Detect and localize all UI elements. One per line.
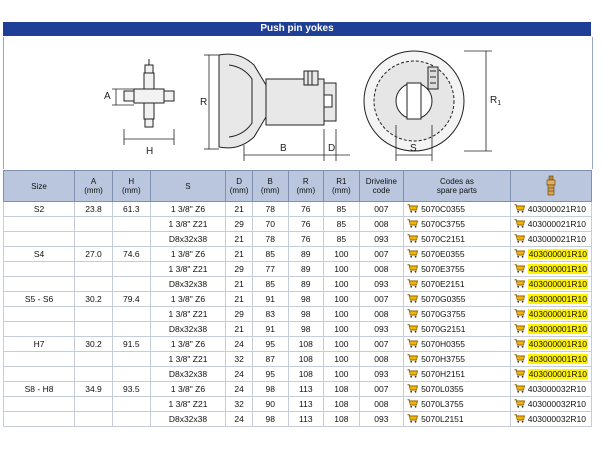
grease-part-code[interactable]: 403000001R10 <box>528 354 587 364</box>
grease-part-code[interactable]: 403000001R10 <box>528 279 587 289</box>
cell-size <box>4 322 75 337</box>
cell-b: 98 <box>252 382 288 397</box>
cell-drive: 007 <box>359 337 403 352</box>
cell-h <box>112 412 150 427</box>
shopping-cart-icon[interactable] <box>407 204 418 213</box>
cell-r: 89 <box>288 277 324 292</box>
shopping-cart-icon[interactable] <box>407 279 418 288</box>
cell-code[interactable] <box>404 292 511 307</box>
cell-size <box>4 412 75 427</box>
col-header-d: D (mm) <box>226 171 253 202</box>
spare-part-code[interactable]: 5070H0355 <box>421 339 466 349</box>
cell-s: 1 3/8" Z21 <box>150 262 226 277</box>
dim-label-r1: $R_1$ <box>490 95 502 107</box>
cell-grease[interactable] <box>510 397 591 412</box>
cell-h: 61.3 <box>112 202 150 217</box>
grease-part-code[interactable]: 403000001R10 <box>528 324 587 334</box>
cell-b: 98 <box>252 412 288 427</box>
cell-d: 29 <box>226 217 253 232</box>
cell-size <box>4 262 75 277</box>
table-row <box>4 322 592 337</box>
col-header-s: S <box>150 171 226 202</box>
shopping-cart-icon[interactable] <box>514 204 525 213</box>
cell-h: 91.5 <box>112 337 150 352</box>
cell-h: 93.5 <box>112 382 150 397</box>
shopping-cart-icon[interactable] <box>514 234 525 243</box>
table-row <box>4 292 592 307</box>
table-row <box>4 247 592 262</box>
cell-drive: 007 <box>359 292 403 307</box>
cell-h: 74.6 <box>112 247 150 262</box>
col-header-r: R (mm) <box>288 171 324 202</box>
cell-a: 27.0 <box>75 247 113 262</box>
cell-h <box>112 367 150 382</box>
cell-grease[interactable] <box>510 352 591 367</box>
shopping-cart-icon[interactable] <box>514 354 525 363</box>
cell-r1: 108 <box>324 382 360 397</box>
cell-a <box>75 397 113 412</box>
cell-code[interactable] <box>404 352 511 367</box>
cell-d: 29 <box>226 307 253 322</box>
table-row <box>4 352 592 367</box>
cell-a <box>75 412 113 427</box>
cell-r1: 100 <box>324 322 360 337</box>
cell-grease[interactable] <box>510 412 591 427</box>
dim-label-a: A <box>104 91 111 102</box>
cell-b: 77 <box>252 262 288 277</box>
cell-r1: 85 <box>324 202 360 217</box>
cell-drive: 093 <box>359 367 403 382</box>
cell-code[interactable] <box>404 277 511 292</box>
cell-grease[interactable] <box>510 382 591 397</box>
cell-a: 30.2 <box>75 337 113 352</box>
spare-part-code[interactable]: 5070E0355 <box>421 249 465 259</box>
cell-s: D8x32x38 <box>150 232 226 247</box>
cell-d: 21 <box>226 322 253 337</box>
spare-part-code[interactable]: 5070E3755 <box>421 264 465 274</box>
cell-drive: 093 <box>359 277 403 292</box>
cell-b: 91 <box>252 292 288 307</box>
spare-part-code[interactable]: 5070L2151 <box>421 414 464 424</box>
drawing-svg <box>4 37 592 169</box>
cell-r1: 100 <box>324 277 360 292</box>
cell-d: 21 <box>226 232 253 247</box>
shopping-cart-icon[interactable] <box>407 264 418 273</box>
cell-d: 21 <box>226 247 253 262</box>
cell-b: 70 <box>252 217 288 232</box>
grease-nipple-icon <box>545 175 557 197</box>
dim-label-s: S <box>410 143 417 154</box>
cell-code[interactable] <box>404 247 511 262</box>
cell-size <box>4 397 75 412</box>
table-row <box>4 232 592 247</box>
cell-d: 24 <box>226 367 253 382</box>
cell-h <box>112 262 150 277</box>
cell-code[interactable] <box>404 412 511 427</box>
cell-a <box>75 367 113 382</box>
cell-h <box>112 307 150 322</box>
cell-a <box>75 322 113 337</box>
shopping-cart-icon[interactable] <box>407 249 418 258</box>
cell-size <box>4 232 75 247</box>
col-header-b: B (mm) <box>252 171 288 202</box>
cell-a <box>75 232 113 247</box>
yoke-front-drawing <box>364 51 464 151</box>
spare-part-code[interactable]: 5070L3755 <box>421 399 464 409</box>
col-header-driveline: Driveline code <box>359 171 403 202</box>
grease-part-code[interactable]: 403000032R10 <box>527 414 586 424</box>
cell-d: 21 <box>226 202 253 217</box>
shopping-cart-icon[interactable] <box>407 339 418 348</box>
cell-size: S5 - S6 <box>4 292 75 307</box>
table-row <box>4 382 592 397</box>
cell-grease[interactable] <box>510 367 591 382</box>
cell-b: 95 <box>252 337 288 352</box>
cell-r1: 85 <box>324 217 360 232</box>
cell-r: 98 <box>288 307 324 322</box>
grease-part-code[interactable]: 403000001R10 <box>528 309 587 319</box>
cell-grease[interactable] <box>510 202 591 217</box>
cell-drive: 007 <box>359 202 403 217</box>
cell-a <box>75 307 113 322</box>
dim-label-r: R <box>200 97 208 108</box>
cell-s: 1 3/8" Z6 <box>150 292 226 307</box>
cell-r: 113 <box>288 382 324 397</box>
cell-d: 32 <box>226 352 253 367</box>
cell-r: 113 <box>288 397 324 412</box>
cell-drive: 008 <box>359 262 403 277</box>
grease-part-code[interactable]: 403000001R10 <box>528 369 587 379</box>
cell-code[interactable] <box>404 367 511 382</box>
cell-size <box>4 307 75 322</box>
table-body <box>4 202 592 427</box>
cell-r1: 100 <box>324 262 360 277</box>
cell-grease[interactable] <box>510 217 591 232</box>
cell-drive: 093 <box>359 322 403 337</box>
cell-r: 108 <box>288 367 324 382</box>
cell-code[interactable] <box>404 232 511 247</box>
cell-size: S2 <box>4 202 75 217</box>
col-header-h: H (mm) <box>112 171 150 202</box>
cell-code[interactable] <box>404 337 511 352</box>
shopping-cart-icon[interactable] <box>514 369 525 378</box>
shopping-cart-icon[interactable] <box>514 294 525 303</box>
table-row <box>4 262 592 277</box>
shopping-cart-icon[interactable] <box>514 399 525 408</box>
cell-d: 24 <box>226 382 253 397</box>
spare-part-code[interactable]: 5070E2151 <box>421 279 465 289</box>
cell-s: 1 3/8" Z21 <box>150 217 226 232</box>
table-header-row <box>4 171 592 202</box>
table-row <box>4 217 592 232</box>
cell-grease[interactable] <box>510 277 591 292</box>
spare-part-code[interactable]: 5070C2151 <box>421 234 466 244</box>
grease-part-code[interactable]: 403000021R10 <box>527 234 586 244</box>
cell-r1: 100 <box>324 352 360 367</box>
shopping-cart-icon[interactable] <box>514 279 525 288</box>
spare-part-code[interactable]: 5070H2151 <box>421 369 466 379</box>
grease-part-code[interactable]: 403000021R10 <box>527 204 586 214</box>
cell-r: 76 <box>288 232 324 247</box>
cell-code[interactable] <box>404 382 511 397</box>
cell-b: 85 <box>252 247 288 262</box>
cell-r1: 100 <box>324 292 360 307</box>
cell-h <box>112 277 150 292</box>
table-row <box>4 202 592 217</box>
cell-a: 34.9 <box>75 382 113 397</box>
cell-h <box>112 322 150 337</box>
cell-size <box>4 352 75 367</box>
cell-h: 79.4 <box>112 292 150 307</box>
cell-drive: 008 <box>359 307 403 322</box>
yoke-side-drawing <box>219 54 336 148</box>
cell-r: 76 <box>288 217 324 232</box>
cell-r: 108 <box>288 337 324 352</box>
cell-drive: 007 <box>359 382 403 397</box>
cell-a <box>75 277 113 292</box>
shopping-cart-icon[interactable] <box>514 414 525 423</box>
cell-h <box>112 217 150 232</box>
col-header-r1: R1 (mm) <box>324 171 360 202</box>
cell-r: 98 <box>288 292 324 307</box>
cell-drive: 008 <box>359 352 403 367</box>
cell-r1: 85 <box>324 232 360 247</box>
dim-label-b: B <box>280 143 287 154</box>
cell-grease[interactable] <box>510 262 591 277</box>
grease-part-code[interactable]: 403000001R10 <box>528 294 587 304</box>
cell-size: S4 <box>4 247 75 262</box>
spare-part-code[interactable]: 5070G2151 <box>421 324 466 334</box>
cell-d: 21 <box>226 292 253 307</box>
spare-part-code[interactable]: 5070C0355 <box>421 204 466 214</box>
shopping-cart-icon[interactable] <box>514 339 525 348</box>
shopping-cart-icon[interactable] <box>407 384 418 393</box>
cell-s: 1 3/8" Z6 <box>150 337 226 352</box>
cell-d: 24 <box>226 412 253 427</box>
cell-s: 1 3/8" Z21 <box>150 352 226 367</box>
shopping-cart-icon[interactable] <box>407 234 418 243</box>
cell-size <box>4 277 75 292</box>
cell-grease[interactable] <box>510 337 591 352</box>
cell-code[interactable] <box>404 397 511 412</box>
cell-d: 21 <box>226 277 253 292</box>
cell-h <box>112 232 150 247</box>
page-title: Push pin yokes <box>3 22 591 36</box>
cell-s: 1 3/8" Z6 <box>150 382 226 397</box>
shopping-cart-icon[interactable] <box>407 294 418 303</box>
cell-r: 76 <box>288 202 324 217</box>
cell-b: 85 <box>252 277 288 292</box>
cell-r1: 100 <box>324 247 360 262</box>
cell-code[interactable] <box>404 262 511 277</box>
cell-s: D8x32x38 <box>150 322 226 337</box>
cell-b: 83 <box>252 307 288 322</box>
col-header-spare-codes: Codes as spare parts <box>404 171 511 202</box>
cell-s: D8x32x38 <box>150 412 226 427</box>
table-row <box>4 277 592 292</box>
specifications-table <box>3 170 592 427</box>
cell-r: 113 <box>288 412 324 427</box>
cell-drive: 008 <box>359 217 403 232</box>
shopping-cart-icon[interactable] <box>407 309 418 318</box>
spare-part-code[interactable]: 5070H3755 <box>421 354 466 364</box>
shopping-cart-icon[interactable] <box>514 384 525 393</box>
table-row <box>4 307 592 322</box>
table-row <box>4 412 592 427</box>
cell-r: 98 <box>288 322 324 337</box>
shopping-cart-icon[interactable] <box>407 399 418 408</box>
cell-b: 87 <box>252 352 288 367</box>
cell-s: D8x32x38 <box>150 277 226 292</box>
cell-r1: 100 <box>324 307 360 322</box>
cell-d: 24 <box>226 337 253 352</box>
table-row <box>4 337 592 352</box>
spare-part-code[interactable]: 5070C3755 <box>421 219 466 229</box>
shopping-cart-icon[interactable] <box>514 219 525 228</box>
shopping-cart-icon[interactable] <box>514 264 525 273</box>
cell-h <box>112 352 150 367</box>
cell-drive: 093 <box>359 232 403 247</box>
cell-a: 23.8 <box>75 202 113 217</box>
shopping-cart-icon[interactable] <box>407 414 418 423</box>
cell-r1: 100 <box>324 367 360 382</box>
dim-label-d: D <box>328 143 336 154</box>
cell-b: 95 <box>252 367 288 382</box>
table-row <box>4 367 592 382</box>
cell-s: 1 3/8" Z6 <box>150 202 226 217</box>
grease-part-code[interactable]: 403000021R10 <box>527 219 586 229</box>
spare-part-code[interactable]: 5070L0355 <box>421 384 464 394</box>
col-header-size: Size <box>4 171 75 202</box>
cell-grease[interactable] <box>510 247 591 262</box>
cell-s: 1 3/8" Z6 <box>150 247 226 262</box>
dim-label-h: H <box>146 146 154 157</box>
cell-s: 1 3/8" Z21 <box>150 397 226 412</box>
cell-d: 29 <box>226 262 253 277</box>
cell-drive: 008 <box>359 397 403 412</box>
shopping-cart-icon[interactable] <box>514 309 525 318</box>
grease-part-code[interactable]: 403000001R10 <box>528 249 587 259</box>
spare-part-code[interactable]: 5070G0355 <box>421 294 466 304</box>
cell-r1: 100 <box>324 337 360 352</box>
cell-a <box>75 217 113 232</box>
technical-drawing <box>3 37 593 169</box>
cell-s: 1 3/8" Z21 <box>150 307 226 322</box>
cell-drive: 093 <box>359 412 403 427</box>
cell-grease[interactable] <box>510 292 591 307</box>
cell-code[interactable] <box>404 307 511 322</box>
col-header-a: A (mm) <box>75 171 113 202</box>
cell-b: 78 <box>252 202 288 217</box>
cell-h <box>112 397 150 412</box>
col-header-grease <box>510 171 591 202</box>
cell-size <box>4 367 75 382</box>
cell-code[interactable] <box>404 217 511 232</box>
shopping-cart-icon[interactable] <box>407 324 418 333</box>
cell-r: 89 <box>288 262 324 277</box>
cell-code[interactable] <box>404 322 511 337</box>
cell-size <box>4 217 75 232</box>
shopping-cart-icon[interactable] <box>407 354 418 363</box>
cell-d: 32 <box>226 397 253 412</box>
cell-grease[interactable] <box>510 307 591 322</box>
cell-b: 90 <box>252 397 288 412</box>
cell-b: 78 <box>252 232 288 247</box>
grease-part-code[interactable]: 403000032R10 <box>527 399 586 409</box>
cell-r1: 108 <box>324 412 360 427</box>
cell-b: 91 <box>252 322 288 337</box>
grease-part-code[interactable]: 403000001R10 <box>528 339 587 349</box>
cell-r1: 108 <box>324 397 360 412</box>
shopping-cart-icon[interactable] <box>514 249 525 258</box>
cell-a <box>75 352 113 367</box>
spider-cross-drawing <box>124 59 174 127</box>
cell-code[interactable] <box>404 202 511 217</box>
cell-s: D8x32x38 <box>150 367 226 382</box>
cell-r: 89 <box>288 247 324 262</box>
cell-size: S8 - H8 <box>4 382 75 397</box>
cell-grease[interactable] <box>510 322 591 337</box>
grease-part-code[interactable]: 403000032R10 <box>527 384 586 394</box>
cell-size: H7 <box>4 337 75 352</box>
shopping-cart-icon[interactable] <box>407 219 418 228</box>
spare-part-code[interactable]: 5070G3755 <box>421 309 466 319</box>
cell-a: 30.2 <box>75 292 113 307</box>
grease-part-code[interactable]: 403000001R10 <box>528 264 587 274</box>
cell-drive: 007 <box>359 247 403 262</box>
table-row <box>4 397 592 412</box>
cell-a <box>75 262 113 277</box>
cell-r: 108 <box>288 352 324 367</box>
shopping-cart-icon[interactable] <box>514 324 525 333</box>
shopping-cart-icon[interactable] <box>407 369 418 378</box>
cell-grease[interactable] <box>510 232 591 247</box>
